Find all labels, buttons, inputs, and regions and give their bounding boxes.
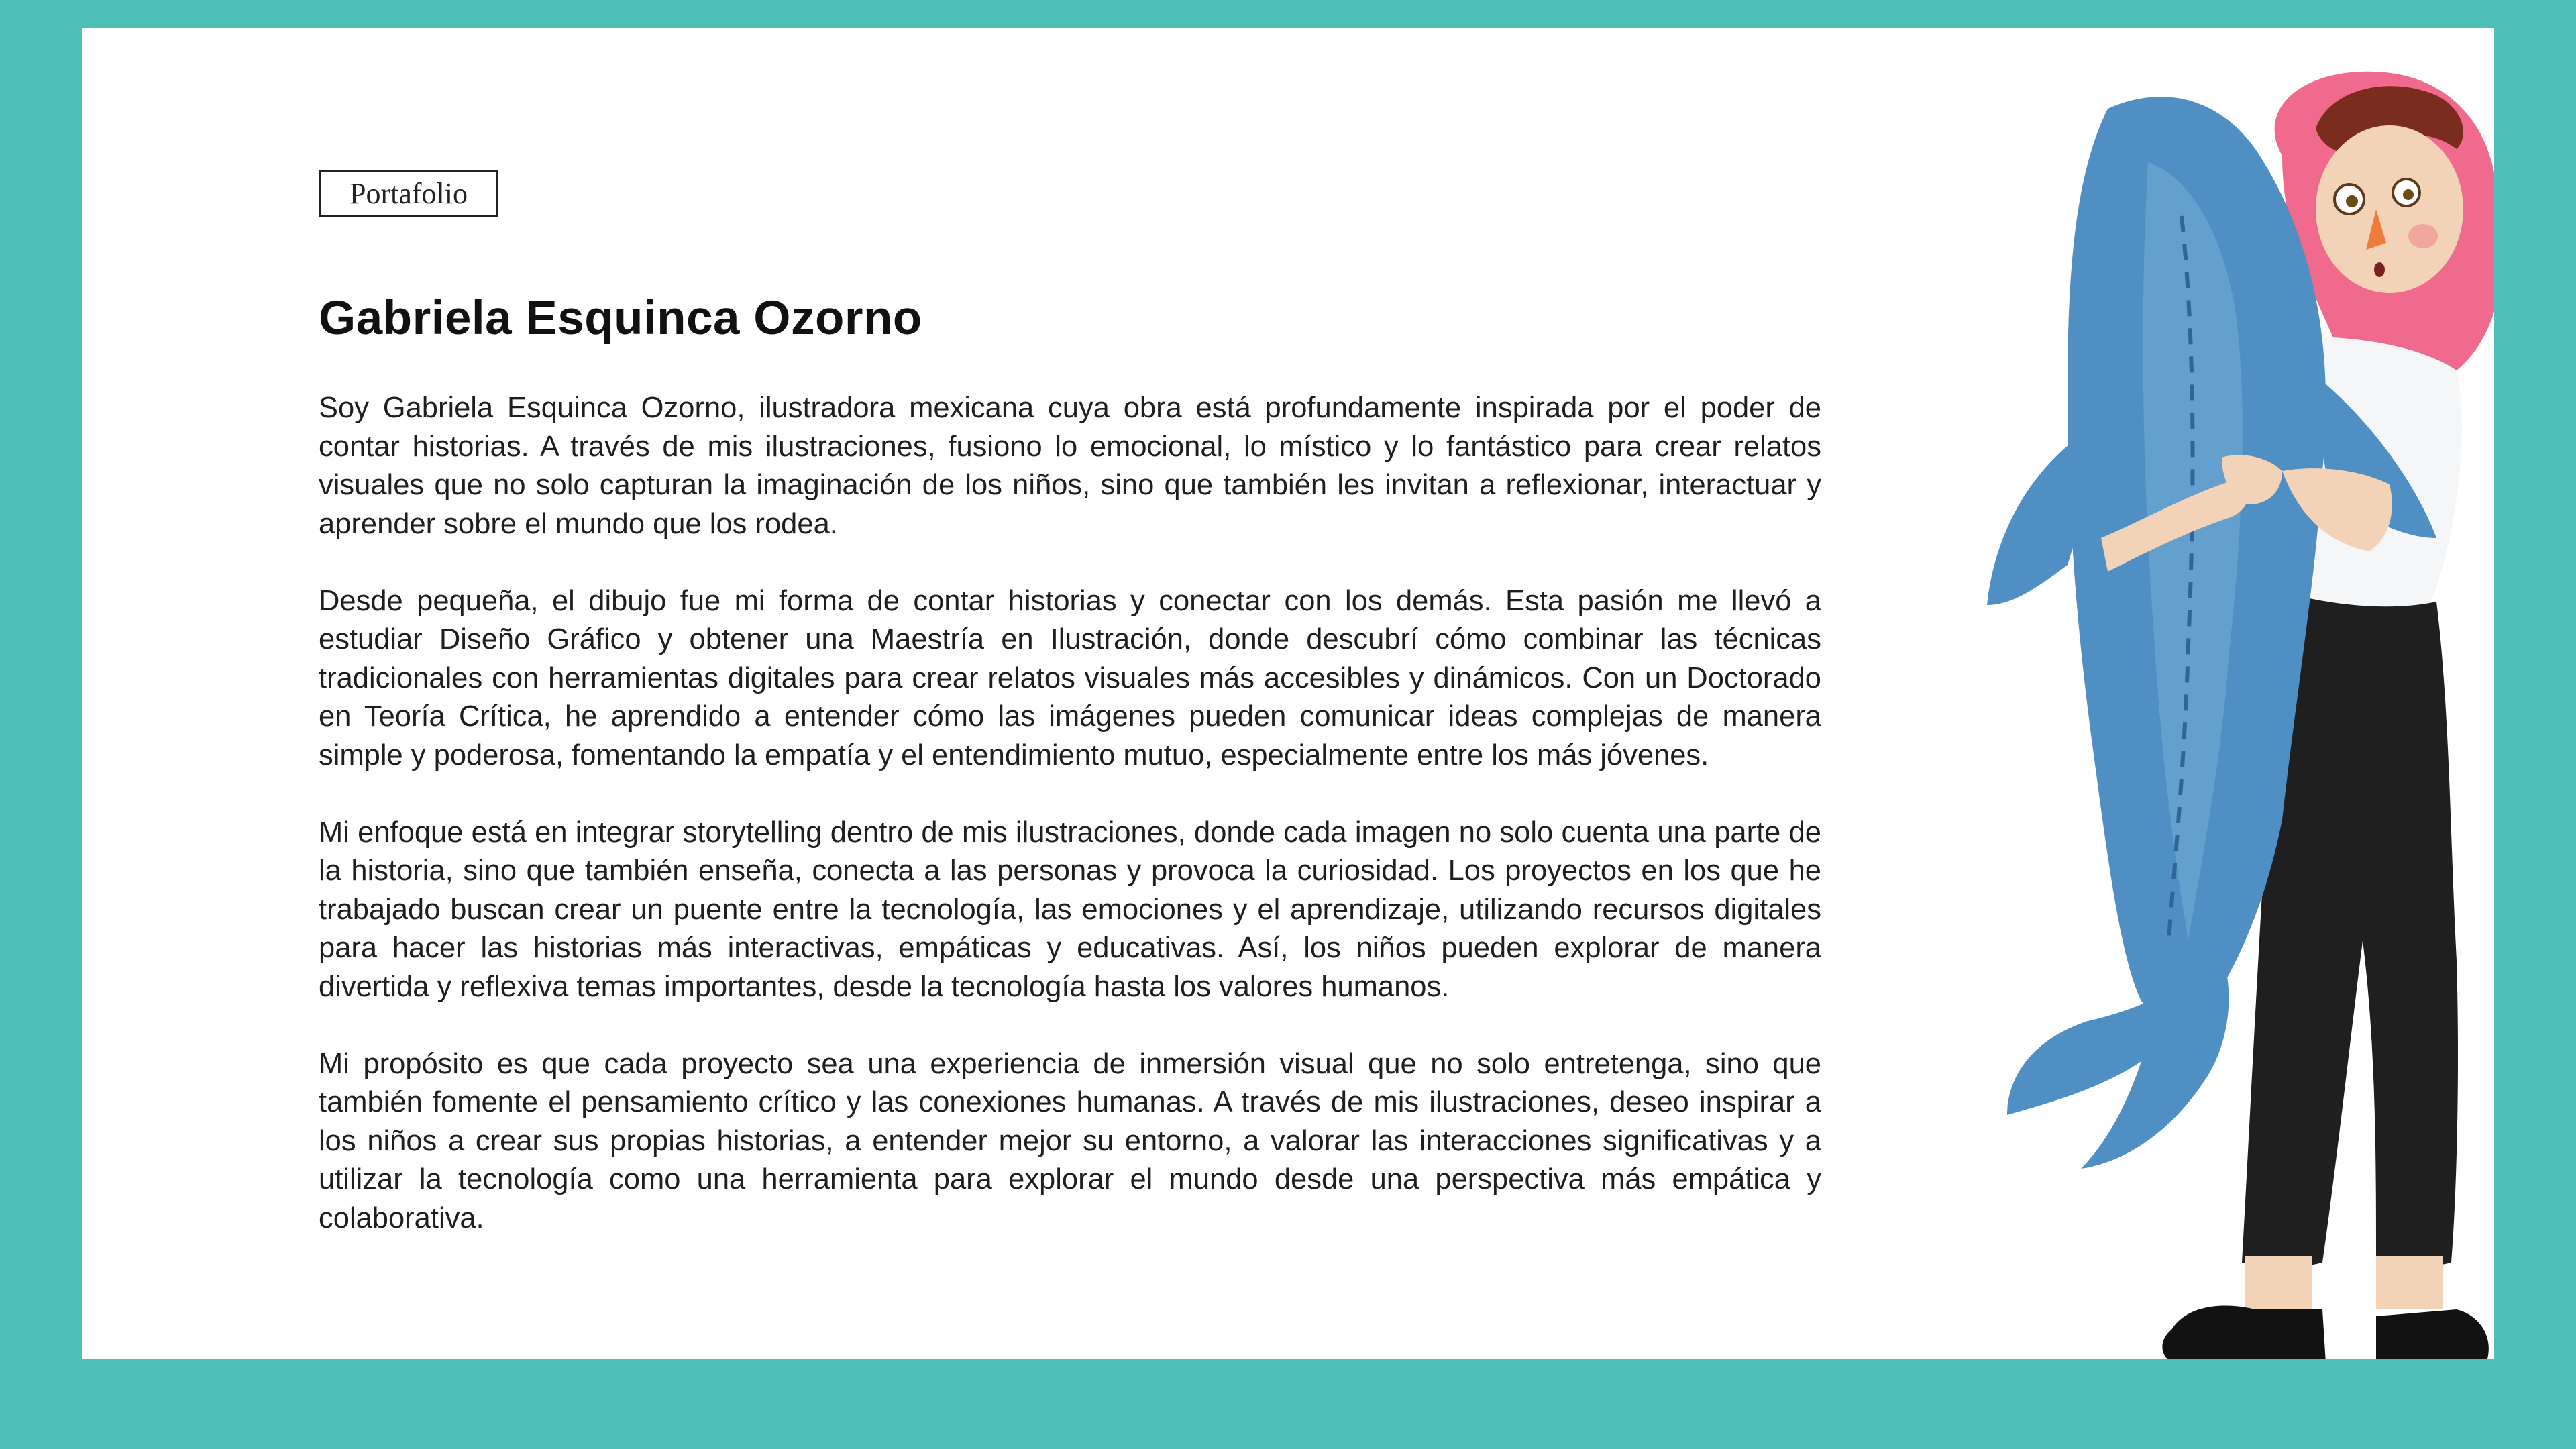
- shark-fin-left: [1987, 431, 2088, 605]
- portfolio-card: [82, 28, 2494, 1359]
- bio-paragraph-4: Mi propósito es que cada proyecto sea una experiencia de inmersión visual que no solo entretenga, sino que también fomente el pensamiento crítico y las conexiones humanas. A través de mis ilustraciones, deseo inspirar a los niños a crear sus propias historias, a entender mejor su entorno, a valorar las interacciones significativas y a utilizar la tecnología como una herramienta para explorar el mundo desde una perspectiva más empática y colaborativa.: [319, 1047, 1821, 1234]
- leg-left-skin: [2245, 1256, 2312, 1309]
- pupil-left: [2346, 195, 2358, 207]
- shoe-right: [2376, 1309, 2489, 1359]
- shoe-left: [2162, 1305, 2326, 1359]
- leg-right-skin: [2376, 1256, 2443, 1309]
- bio-text: [319, 389, 1821, 1277]
- portfolio-label: Portafolio: [319, 170, 498, 217]
- cheek-left: [2408, 224, 2438, 248]
- bio-paragraph-1: Soy Gabriela Esquinca Ozorno, ilustradora mexicana cuya obra está profundamente inspirada por el poder de contar historias. A través de mis ilustraciones, fusiono lo emocional, lo místico y lo fantástico para crear relatos visuales que no solo capturan la imaginación de los niños, sino que también les invitan a reflexionar, interactuar y aprender sobre el mundo que los rodea.: [319, 392, 1821, 540]
- page-title: Gabriela Esquinca Ozorno: [319, 292, 922, 345]
- girl-with-shark-illustration: [1907, 55, 2494, 1359]
- shark-tail: [2007, 954, 2229, 1169]
- bio-paragraph-3: Mi enfoque está en integrar storytelling dentro de mis ilustraciones, donde cada imagen no solo cuenta una parte de la historia, sino que también enseña, conecta a las personas y provoca la curiosidad. Los proyectos en los que he trabajado buscan crear un puente entre la tecnología, las emociones y el aprendizaje, utilizando recursos digitales para hacer las historias más interactivas, empáticas y educativas. Así, los niños pueden explorar de manera divertida y reflexiva temas importantes, desde la tecnología hasta los valores humanos.: [319, 816, 1821, 1003]
- bio-paragraph-2: Desde pequeña, el dibujo fue mi forma de contar historias y conectar con los demás. Esta pasión me llevó a estudiar Diseño Gráfico y obtener una Maestría en Ilustración, donde descubrí cómo combinar las técnicas tradicionales con herramientas digitales para crear relatos visuales más accesibles y dinámicos. Con un Doctorado en Teoría Crítica, he aprendido a entender cómo las imágenes pueden comunicar ideas complejas de manera simple y poderosa, fomentando la empatía y el entendimiento mutuo, especialmente entre los más jóvenes.: [319, 584, 1821, 771]
- mouth: [2374, 262, 2385, 277]
- pupil-right: [2403, 189, 2414, 200]
